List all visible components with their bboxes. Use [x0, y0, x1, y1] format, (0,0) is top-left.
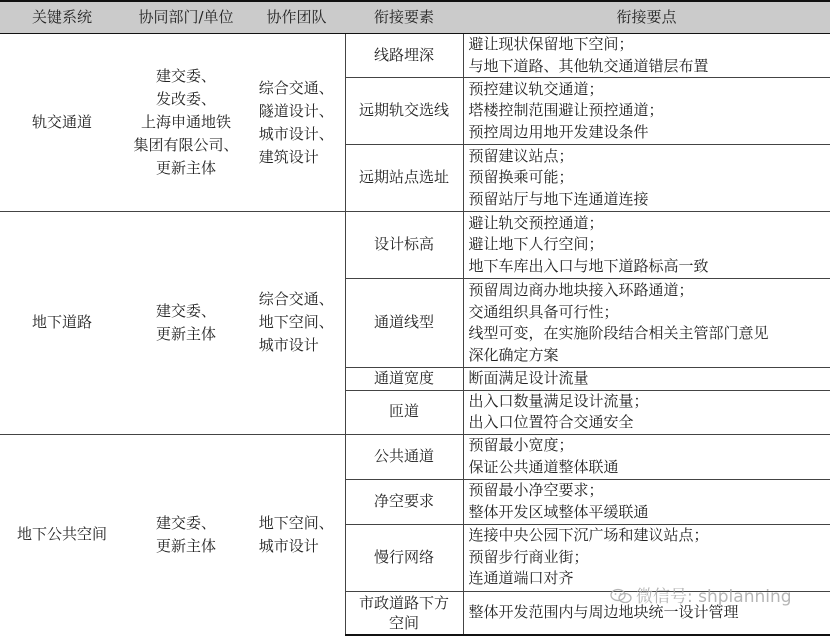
point-line: 线型可变，在实施阶段结合相关主管部门意见: [469, 323, 830, 345]
team-line: 城市设计: [259, 535, 334, 558]
points-cell: [463, 34, 830, 78]
element-cell: 净空要求: [345, 479, 463, 524]
points-cell: [463, 591, 830, 635]
point-line: 连通道端口对齐: [469, 568, 830, 590]
department-line: 建交委、: [124, 300, 248, 323]
point-line: 断面满足设计流量: [469, 368, 830, 390]
point-line: 预控周边用地开发建设条件: [469, 122, 830, 144]
element-line: 空间: [346, 613, 463, 633]
table-row: [0, 434, 830, 479]
point-line: 预控建议轨交通道；: [469, 79, 830, 101]
element-cell: 通道宽度: [345, 368, 463, 391]
points-cell: [463, 212, 830, 279]
points-cell: [463, 368, 830, 391]
department-line: 发改委、: [124, 88, 248, 111]
point-line: 保证公共通道整体联通: [469, 457, 830, 479]
department-line: 更新主体: [124, 323, 248, 346]
element-cell: 线路埋深: [345, 34, 463, 78]
points-cell: [463, 390, 830, 434]
header-key-system: 关键系统: [0, 1, 124, 34]
department-line: 建交委、: [124, 65, 248, 88]
system-cell: 轨交通道: [0, 34, 124, 212]
team-list: [259, 512, 334, 558]
element-cell: 公共通道: [345, 434, 463, 479]
system-cell: 地下道路: [0, 212, 124, 435]
point-line: 整体开发范围内与周边地块统一设计管理: [469, 602, 830, 624]
element-cell: [345, 591, 463, 635]
table-row: [0, 212, 830, 279]
team-cell: [248, 34, 345, 212]
team-line: 综合交通、: [259, 288, 334, 311]
point-line: 整体开发区域整体平缓联通: [469, 502, 830, 524]
department-line: 建交委、: [124, 512, 248, 535]
department-line: 更新主体: [124, 535, 248, 558]
team-list: [259, 77, 334, 169]
point-line: 交通组织具备可行性；: [469, 302, 830, 324]
team-line: 城市设计、: [259, 123, 334, 146]
table-row: [0, 34, 830, 78]
points-cell: [463, 524, 830, 591]
team-list: [259, 288, 334, 357]
element-cell: 设计标高: [345, 212, 463, 279]
department-cell: [124, 434, 248, 635]
header-element: 衔接要素: [345, 1, 463, 34]
point-line: 地下车库出入口与地下道路标高一致: [469, 256, 830, 278]
point-line: 预留周边商办地块接入环路通道；: [469, 280, 830, 302]
element-cell: 匝道: [345, 390, 463, 434]
points-cell: [463, 434, 830, 479]
element-cell: 远期站点选址: [345, 145, 463, 212]
department-cell: [124, 34, 248, 212]
point-line: 避让轨交预控通道；: [469, 213, 830, 235]
element-cell: 慢行网络: [345, 524, 463, 591]
point-line: 预留步行商业街；: [469, 547, 830, 569]
header-team: 协作团队: [248, 1, 345, 34]
header-department: 协同部门/单位: [124, 1, 248, 34]
team-line: 建筑设计: [259, 146, 334, 169]
team-line: 城市设计: [259, 334, 334, 357]
team-line: 隧道设计、: [259, 100, 334, 123]
point-line: 与地下道路、其他轨交通道错层布置: [469, 56, 830, 78]
team-cell: [248, 434, 345, 635]
element-cell: 远期轨交选线: [345, 78, 463, 145]
point-line: 连接中央公园下沉广场和建议站点；: [469, 525, 830, 547]
element-cell: 通道线型: [345, 279, 463, 368]
department-line: 上海申通地铁: [124, 111, 248, 134]
point-line: 预留换乘可能；: [469, 167, 830, 189]
team-line: 地下空间、: [259, 311, 334, 334]
team-cell: [248, 212, 345, 435]
point-line: 出入口位置符合交通安全: [469, 412, 830, 434]
points-cell: [463, 145, 830, 212]
team-line: 综合交通、: [259, 77, 334, 100]
point-line: 预留建议站点；: [469, 146, 830, 168]
point-line: 塔楼控制范围避让预控通道；: [469, 100, 830, 122]
point-line: 预留最小净空要求；: [469, 480, 830, 502]
element-line: 市政道路下方: [346, 593, 463, 613]
department-line: 更新主体: [124, 157, 248, 180]
point-line: 出入口数量满足设计流量；: [469, 391, 830, 413]
point-line: 预留最小宽度；: [469, 435, 830, 457]
team-line: 地下空间、: [259, 512, 334, 535]
point-line: 避让地下人行空间；: [469, 234, 830, 256]
watermark-text: 微信号: shplanning: [636, 587, 792, 607]
header-row: [0, 1, 830, 34]
department-cell: [124, 212, 248, 435]
point-line: 深化确定方案: [469, 345, 830, 367]
department-line: 集团有限公司、: [124, 134, 248, 157]
header-points: 衔接要点: [463, 1, 830, 34]
points-cell: [463, 279, 830, 368]
point-line: 预留站厅与地下连通道连接: [469, 189, 830, 211]
system-cell: 地下公共空间: [0, 434, 124, 635]
points-cell: [463, 78, 830, 145]
points-cell: [463, 479, 830, 524]
point-line: 避让现状保留地下空间；: [469, 34, 830, 56]
